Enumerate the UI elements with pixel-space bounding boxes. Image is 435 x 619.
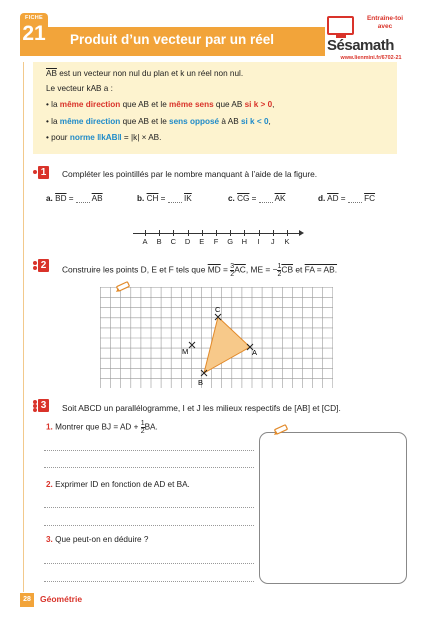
section-name: Géométrie	[40, 594, 83, 604]
number-line-label: B	[156, 237, 162, 246]
vector-right: $\overline{IK}$	[184, 194, 192, 203]
vector-ab: $\overline{AB}$	[46, 69, 57, 78]
equals: =	[66, 194, 76, 203]
number-line-tick	[202, 230, 203, 236]
exercise-1-badge	[33, 166, 49, 179]
vector-right: $\overline{AK}$	[274, 194, 286, 203]
number-line-tick	[188, 230, 189, 236]
bullet-text: que AB et le	[120, 100, 170, 109]
question-text: BA.	[144, 422, 158, 432]
definition-bullet-3	[46, 133, 161, 142]
bullet-text: • la	[46, 117, 60, 126]
triangle-abc	[204, 317, 250, 373]
fraction-den: 2	[140, 428, 145, 435]
sesamath-link[interactable]: www.lienmini.fr/6702-21	[340, 55, 402, 61]
answer-line[interactable]	[44, 581, 254, 582]
highlight-red: si k > 0	[244, 100, 273, 109]
number-line-label: H	[241, 237, 248, 246]
number-line-axis	[133, 233, 301, 234]
item-label: b.	[137, 194, 145, 203]
vector-cb: $\overline{CB}$	[281, 264, 294, 275]
question-number: 3.	[46, 535, 53, 544]
instruction-text: , ME = −	[245, 264, 278, 275]
arrow-right-icon	[299, 230, 304, 236]
item-label: d.	[318, 194, 326, 203]
exercise-3-instruction: Soit ABCD un parallélogramme, I et J les milieux respectifs de [AB] et [CD].	[62, 403, 341, 413]
exercise-2-instruction: Construire les points D, E et F tels que $\overline{MD}$ = $\frac{3}{2}$ $\overline{AC}$, ME = − $\frac{1}{2}$ $\overline{CB}$ et FA = AB.	[62, 263, 338, 278]
item-label: c.	[228, 194, 235, 203]
highlight-blue: si k < 0	[240, 117, 269, 126]
answer-line[interactable]	[44, 450, 254, 451]
question-text: Montrer que BJ = AD +	[52, 422, 141, 432]
sesamath-train-line2: avec	[377, 22, 393, 30]
blank-field[interactable]	[76, 194, 90, 203]
point-b-cross	[201, 370, 207, 376]
number-line-tick	[287, 230, 288, 236]
grid-svg	[100, 287, 333, 388]
fraction-num: 3	[230, 263, 235, 270]
number-line-tick	[173, 230, 174, 236]
page-number: 28	[20, 593, 34, 607]
answer-line[interactable]	[44, 525, 254, 526]
difficulty-dot	[33, 266, 37, 270]
fraction-den: 2	[277, 271, 282, 278]
computer-icon	[327, 16, 354, 35]
answer-line[interactable]	[44, 563, 254, 564]
sesamath-train-label	[356, 15, 414, 30]
number-line-label: J	[270, 237, 275, 246]
exercise-2-badge	[33, 259, 49, 272]
point-m-cross	[189, 342, 195, 348]
blank-field[interactable]	[348, 194, 362, 203]
ex3-question-3	[46, 535, 148, 544]
number-line-label: D	[184, 237, 191, 246]
definition-text: est un vecteur non nul du plan et k un réel non nul.	[56, 69, 244, 78]
vector-fa: FA = AB.	[304, 264, 338, 275]
highlight-red: même direction	[59, 100, 121, 109]
vector-right: $\overline{FC}$	[364, 194, 376, 203]
instruction-text: Construire les points D, E et F tels que	[62, 264, 208, 275]
ex1-item-b[interactable]	[137, 194, 192, 203]
vector-md: $\overline{MD}$	[207, 264, 221, 275]
number-line-label: F	[213, 237, 219, 246]
definition-bullet-1	[46, 100, 274, 109]
bullet-text: que AB et le	[120, 117, 170, 126]
number-line-tick	[216, 230, 217, 236]
number-line-tick	[244, 230, 245, 236]
number-line-tick	[159, 230, 160, 236]
definition-line-2: Le vecteur kAB a :	[46, 84, 113, 93]
pencil-icon	[272, 423, 290, 437]
answer-line[interactable]	[44, 467, 254, 468]
fraction-num: 1	[277, 263, 282, 270]
bullet-text: que AB	[213, 100, 245, 109]
exercise-3-badge	[33, 399, 49, 412]
number-line	[133, 225, 305, 249]
equals: =	[158, 194, 168, 203]
exercise-1-instruction: Compléter les pointillés par le nombre manquant à l’aide de la figure.	[62, 169, 318, 179]
difficulty-dot	[33, 170, 37, 174]
question-text: Exprimer ID en fonction de AD et BA.	[52, 480, 190, 489]
sesamath-train-line1: Entraîne-toi	[366, 15, 404, 22]
number-line-label: E	[199, 237, 205, 246]
bullet-text: • la	[46, 100, 60, 109]
ex3-question-1	[46, 420, 158, 435]
fiche-label: FICHE	[25, 15, 43, 21]
highlight-blue: même direction	[59, 117, 121, 126]
vector-right: $\overline{AB}$	[91, 194, 103, 203]
ex1-item-d[interactable]	[318, 194, 375, 203]
instruction-text: et	[293, 264, 305, 275]
difficulty-dot	[33, 408, 37, 412]
number-line-label: G	[227, 237, 234, 246]
difficulty-dot	[33, 261, 37, 265]
blank-field[interactable]	[259, 194, 273, 203]
exercise-number: 3	[38, 399, 49, 412]
sesamath-logo: Sésamath	[327, 37, 394, 54]
equals: =	[338, 194, 348, 203]
definition-bullet-2	[46, 117, 271, 126]
point-m-label: M	[182, 347, 189, 356]
number-line-label: A	[142, 237, 148, 246]
point-c-label: C	[215, 305, 221, 314]
ex3-question-2	[46, 480, 190, 489]
number-line-label: I	[257, 237, 260, 246]
point-b-label: B	[198, 378, 204, 387]
bullet-text: = |k| × AB.	[121, 133, 162, 142]
pencil-icon	[114, 280, 132, 294]
number-line-tick	[273, 230, 274, 236]
drawing-box[interactable]	[259, 432, 407, 584]
highlight-blue: sens opposé	[169, 117, 220, 126]
bullet-text: • pour	[46, 133, 70, 142]
vector-left: $\overline{CH}$	[146, 194, 159, 203]
question-number: 1.	[46, 422, 53, 432]
ex1-item-c[interactable]	[228, 194, 286, 203]
number-line-label: C	[170, 237, 177, 246]
bullet-text: ,	[268, 117, 271, 126]
vector-ac: $\overline{AC}$	[234, 264, 246, 275]
number-line-tick	[259, 230, 260, 236]
answer-line[interactable]	[44, 507, 254, 508]
point-a-label: A	[252, 348, 258, 357]
definition-line-1	[46, 69, 243, 78]
drawing-grid[interactable]	[100, 287, 333, 388]
number-line-tick	[145, 230, 146, 236]
fraction-den: 2	[230, 271, 235, 278]
number-line-tick	[230, 230, 231, 236]
question-number: 2.	[46, 480, 53, 489]
ex1-item-a[interactable]	[46, 194, 103, 203]
item-label: a.	[46, 194, 53, 203]
vector-left: $\overline{AD}$	[327, 194, 339, 203]
highlight-blue: norme	[69, 133, 95, 142]
vector-left: $\overline{BD}$	[55, 194, 67, 203]
exercise-number: 2	[38, 259, 49, 272]
number-line-label: K	[284, 237, 290, 246]
equals: =	[249, 194, 259, 203]
page-title: Produit d’un vecteur par un réel	[70, 32, 275, 47]
fiche-number: 21	[22, 22, 46, 45]
blank-field[interactable]	[168, 194, 182, 203]
bullet-text: ,	[272, 100, 275, 109]
question-text: Que peut-on en déduire ?	[52, 535, 149, 544]
norm-formula: ‖kAB‖	[97, 133, 122, 142]
exercise-number: 1	[38, 166, 49, 179]
highlight-red: même sens	[169, 100, 214, 109]
bullet-text: à AB	[219, 117, 241, 126]
fraction-num: 1	[140, 420, 145, 427]
margin-line	[23, 62, 24, 592]
vector-left: $\overline{CG}$	[237, 194, 250, 203]
